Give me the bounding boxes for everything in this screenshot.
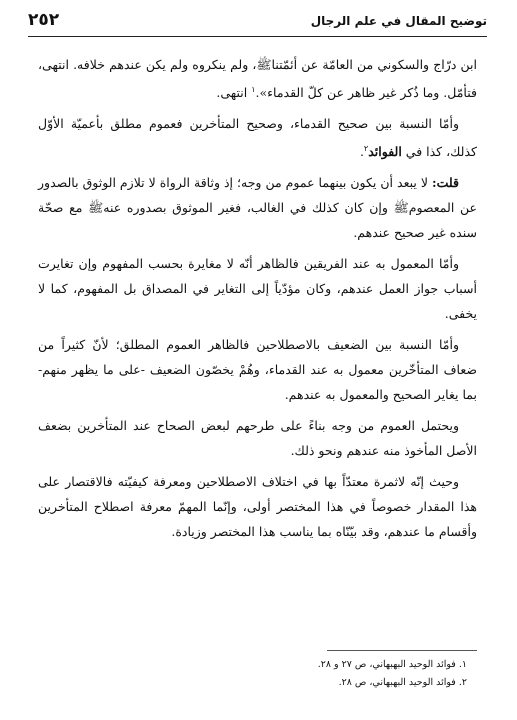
book-title: الفوائد: [368, 144, 402, 160]
running-title: توضيح المقال في علم الرجال: [310, 14, 487, 28]
page-number: ٢٥٢: [28, 10, 60, 30]
paragraph: وأمّا النسبة بين صحيح القدماء، وصحيح المتأخرين فعموم مطلق بأعميّة الأوّل كذلك، كذا في الفوائد$^٢$.: [38, 116, 477, 160]
footnote-ref[interactable]: ٢: [363, 144, 369, 154]
footnote-divider: [327, 650, 477, 651]
paragraph: وحيث إنّه لاثمرة معتدّاً بها في اختلاف الاصطلاحين ومعرفة كيفيّته فالاقتصار على هذا المقدار خصوصاً في هذا المختصر أولى، وإنّما المهمّ معرفة اصطلاح المتأخرين وأقسام ما عندهم، وقد بيّنّاه بما يناسب هذا المختصر وزيادة.: [38, 474, 477, 540]
paragraph: ابن درّاج والسكوني من العامّة عن أئمّتناﷺ، ولم ينكروه ولم يكن عندهم خلافه. انتهى، فتأمّل. وما ذُكر غير ظاهر عن كلّ القدماء».$^١$ انتهى.: [38, 57, 477, 101]
paragraph: وأمّا النسبة بين الضعيف بالاصطلاحين فالظاهر العموم المطلق؛ لأنّ كثيراً من ضعاف المتأخّرين معمول به عند القدماء، وهُمْ يخصّون الضعيف -على ما يظهر منهم- بما يغاير الصحيح والمعمول به عندهم.: [38, 337, 477, 403]
page-header: [28, 10, 487, 37]
footnote: ٢. فوائد الوحيد البهبهاني، ص ٢٨.: [338, 677, 467, 688]
paragraph: وأمّا المعمول به عند الفريقين فالظاهر أنّه لا مغايرة بحسب المفهوم وإن تغايرت أسباب جواز العمل عندهم، وكان مؤدّياً إلى التغاير في المصداق بل المفهوم، كما لا يخفى.: [38, 256, 477, 322]
main-text: [38, 52, 477, 550]
paragraph: قلت: لا يبعد أن يكون بينهما عموم من وجه؛ إذ وثاقة الرواة لا تلازم الوثوق بالصدور عن المعصومﷺ وإن كان كذلك في الغالب، فغير الموثوق بصدوره عنهﷺ مع صحّة سنده غير صحيح عندهم.: [38, 175, 477, 241]
qultu-label: قلت:: [431, 175, 459, 191]
footnote-ref[interactable]: ١: [251, 85, 256, 94]
paragraph: ويحتمل العموم من وجه بناءً على طرحهم لبعض الصحاح عند المتأخرين بضعف الأصل المأخوذ منه عندهم ونحو ذلك.: [38, 418, 477, 459]
footnotes: [40, 656, 477, 692]
footnote: ١. فوائد الوحيد البهبهاني، ص ٢٧ و ٢٨.: [317, 659, 467, 670]
